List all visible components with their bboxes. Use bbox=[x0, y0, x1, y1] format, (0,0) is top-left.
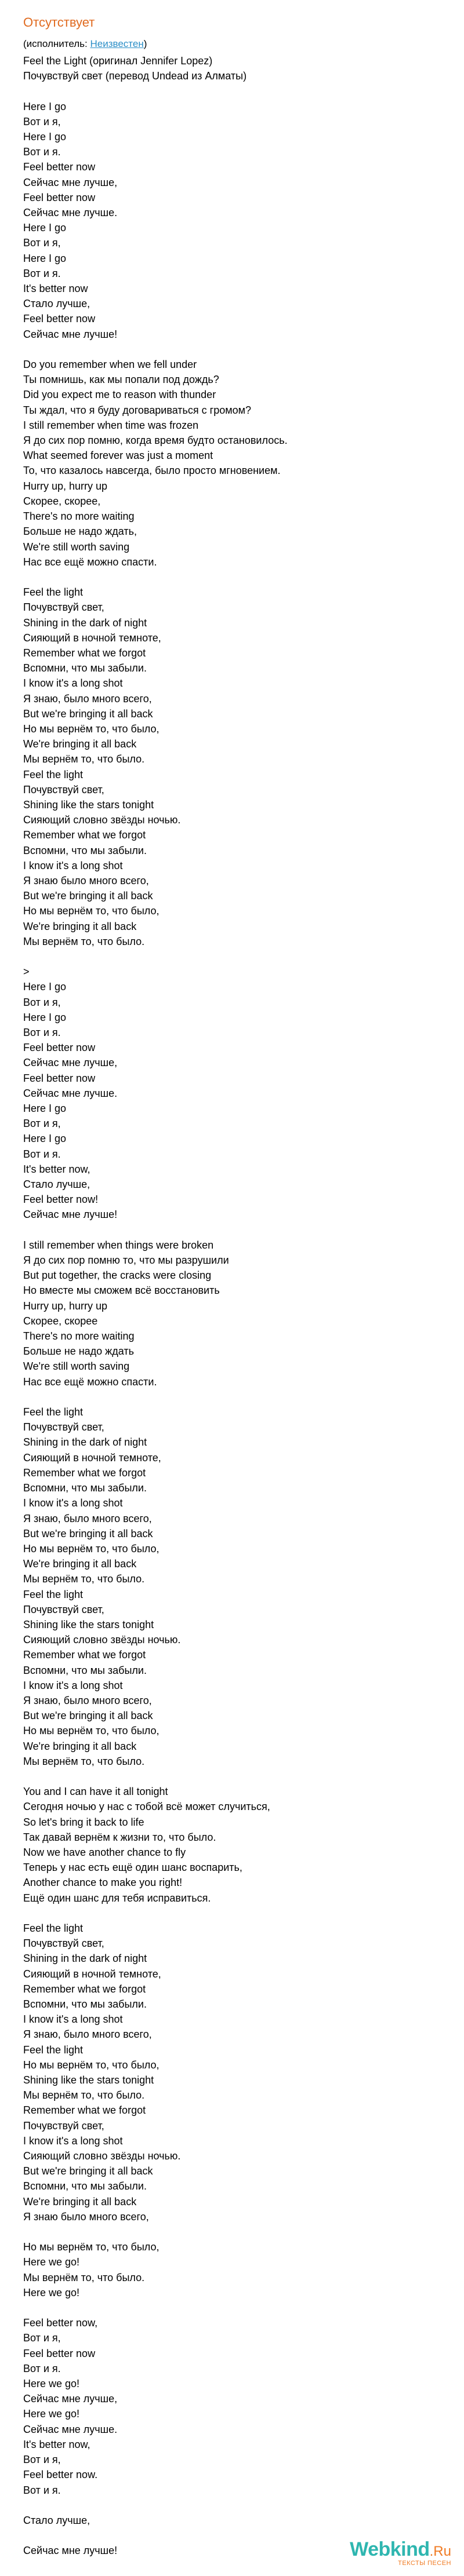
artist-suffix: ) bbox=[143, 38, 147, 49]
song-title: Отсутствует bbox=[23, 15, 95, 30]
logo-wordmark: Webkind bbox=[350, 2538, 430, 2560]
site-logo[interactable] bbox=[350, 2539, 451, 2567]
logo-tagline: ТЕКСТЫ ПЕСЕН bbox=[398, 2560, 451, 2567]
artist-prefix: (исполнитель: bbox=[23, 38, 90, 49]
lyrics-text: Feel the Light (оригинал Jennifer Lopez) Почувствуй свет (перевод Undead из Алматы) Here I go Вот и я, Here I go Вот и я. Feel better now Сейчас мне лучше, Feel better now Сейчас мне лучше. Here I go Вот и я, Here I go Вот и я. It's better now Стало лучше, Feel better now Сейчас мне лучше! Do you remember when we fell under Ты помнишь, как мы попали под дождь? Did you expect me to reason with thunder Ты ждал, что я буду договариваться с громом? I still remember when time was frozen Я до сих пор помню, когда время будто остановилось. What seemed forever was just a moment То, что казалось навсегда, было просто мгновением. Hurry up, hurry up Скорее, скорее, There's no more waiting Больше не надо ждать, We're still worth saving Нас все ещё можно спасти. Feel the light Почувствуй свет, Shining in the dark of night Сияющий в ночной темноте, Remember what we forgot Вспомни, что мы забыли. I know it's a long shot Я знаю, было много всего, But we're bringing it all back Но мы вернём то, что было, We're bringing it all back Мы вернём то, что было. Feel the light Почувствуй свет, Shining like the stars tonight Сияющий словно звёзды ночью. Remember what we forgot Вспомни, что мы забыли. I know it's a long shot Я знаю было много всего, But we're bringing it all back Но мы вернём то, что было, We're bringing it all back Мы вернём то, что было. > Here I go Вот и я, Here I go Вот и я. Feel better now Сейчас мне лучше, Feel better now Сейчас мне лучше. Here I go Вот и я, Here I go Вот и я. It's better now, Стало лучше, Feel better now! Сейчас мне лучше! I still remember when things were broken Я до сих пор помню то, что мы разрушили But put together, the cracks were closing Но вместе мы сможем всё восстановить Hurry up, hurry up Скорее, скорее There's no more waiting Больше не надо ждать We're still worth saving Нас все ещё можно спасти. Feel the light Почувствуй свет, Shining in the dark of night Сияющий в ночной темноте, Remember what we forgot Вспомни, что мы забыли. I know it's a long shot Я знаю, было много всего, But we're bringing it all back Но мы вернём то, что было, We're bringing it all back Мы вернём то, что было. Feel the light Почувствуй свет, Shining like the stars tonight Сияющий словно звёзды ночью. Remember what we forgot Вспомни, что мы забыли. I know it's a long shot Я знаю, было много всего, But we're bringing it all back Но мы вернём то, что было, We're bringing it all back Мы вернём то, что было. You and I can have it all tonight Сегодня ночью у нас с тобой всё может случиться, So let's bring it back to life Так давай вернём к жизни то, что было. Now we have another chance to fly Теперь у нас есть ещё один шанс воспарить, Another chance to make you right! Ещё один шанс для тебя исправиться. Feel the light Почувствуй свет, Shining in the dark of night Сияющий в ночной темноте, Remember what we forgot Вспомни, что мы забыли. I know it's a long shot Я знаю, было много всего, Feel the light Но мы вернём то, что было, Shining like the stars tonight Мы вернём то, что было. Remember what we forgot Почувствуй свет, I know it's a long shot Сияющий словно звёзды ночью. But we're bringing it all back Вспомни, что мы забыли. We're bringing it all back Я знаю было много всего, Но мы вернём то, что было, Here we go! Мы вернём то, что было. Here we go! Feel better now, Вот и я, Feel better now Вот и я. Here we go! Сейчас мне лучше, Here we go! Сейчас мне лучше. It's better now, Вот и я, Feel better now. Вот и я. Стало лучше, Сейчас мне лучше! bbox=[23, 55, 288, 2557]
artist-line bbox=[23, 38, 147, 50]
logo-tld: .Ru bbox=[429, 2544, 451, 2559]
artist-link[interactable]: Неизвестен bbox=[90, 38, 144, 49]
